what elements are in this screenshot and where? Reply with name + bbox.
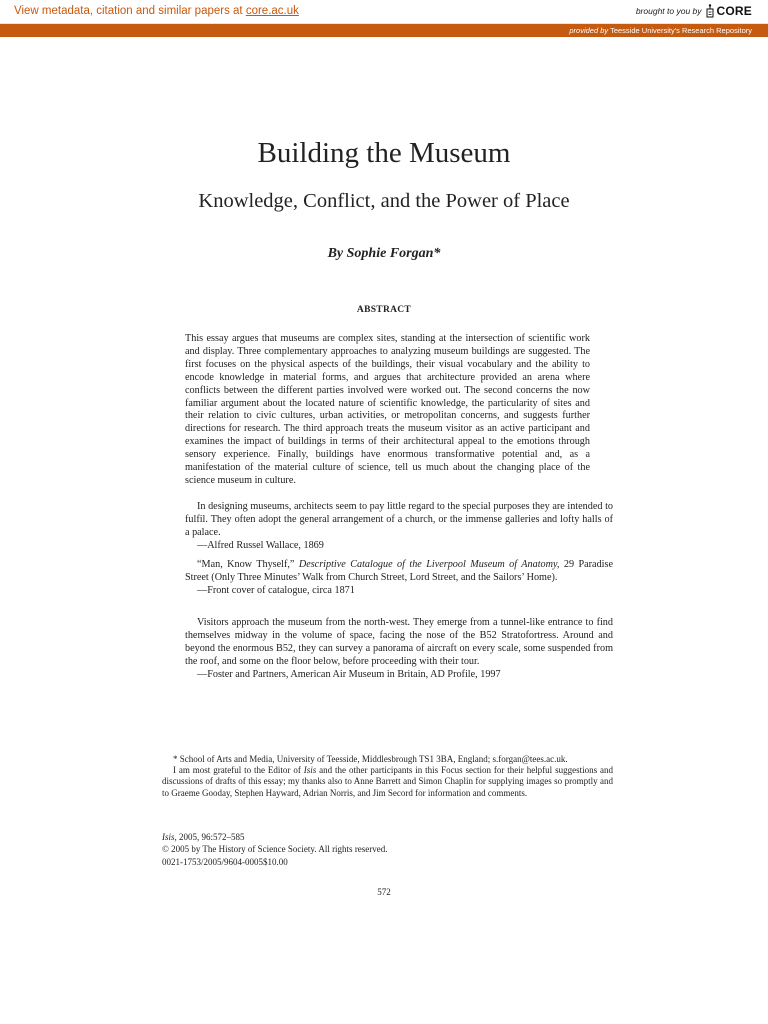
journal-volume: , 2005, 96:572–585 <box>174 832 245 842</box>
provider-name: Teesside University's Research Repository <box>608 26 752 35</box>
ack-start: I am most grateful to the Editor of <box>173 765 304 776</box>
epigraph-attribution: —Alfred Russel Wallace, 1869 <box>197 539 324 551</box>
abstract-text: This essay argues that museums are complex sites, standing at the intersection of scientific work and display. Three complementary approaches to analyzing museum buildings are suggested. The first focuses on the physical aspects of the buildings, their visual vocabulary and the ability to encode knowledge in material forms, and argues that architecture provided an arena where conflicts between the different parties involved were worked out. The second concerns the now familiar argument about the located nature of scientific knowledge, the particularity of sites and their relation to civic cultures, urban activities, or metropolitan concerns, and suggests further directions for research. The third approach treats the museum visitor as an active participant and examines the impact of buildings in terms of their architectural appeal to the emotions through sensory experience. Finally, buildings have enormous transformative potential and, as a manifestation of the material culture of science, tell us much about the changing place of the science museum in culture. <box>185 333 590 486</box>
core-logo: CORE <box>716 4 752 18</box>
epigraph-quote: Visitors approach the museum from the north-west. They emerge from a tunnel-like entrance to find themselves midway in the volume of space, facing the nose of the B52 Stratofortress. Around and beyond the enormous B52, they can survey a panorama of aircraft on every scale, some suspended from the roof, and some on the floor below, before proceeding with their tour. <box>185 617 613 667</box>
epigraph-quote-start: “Man, Know Thyself,” <box>197 559 299 570</box>
journal-copyright: © 2005 by The History of Science Society. All rights reserved. <box>162 844 388 855</box>
journal-info <box>162 831 613 868</box>
epigraph-quote: In designing museums, architects seem to pay little regard to the special purposes they are intended to fulfil. They often adopt the general arrangement of a church, or the immense galleries and lofty halls of a palace. <box>185 501 613 538</box>
paper-subtitle: Knowledge, Conflict, and the Power of Place <box>198 190 570 212</box>
ack-end: and the other participants in this Focus section for their helpful suggestions and discussions of drafts of this essay; my thanks also to Anne Barrett and Simon Chaplin for supplying images so promptly and to Graeme Gooday, Stephen Hayward, Adrian Norris, and Jim Secord for information and comments. <box>162 765 613 798</box>
core-header <box>0 0 768 24</box>
epigraph-quote-end: 29 Paradise Street (Only Three Minutes’ Walk from Church Street, Lord Street, and the Sailors’ Home). <box>185 559 613 583</box>
footnote-acknowledgements <box>162 765 613 799</box>
abstract-heading: ABSTRACT <box>356 305 412 315</box>
core-brought-to-you[interactable] <box>636 4 752 18</box>
epigraph-attribution: —Front cover of catalogue, circa 1871 <box>197 584 355 596</box>
journal-citation <box>162 831 613 843</box>
epigraph-catalogue <box>185 559 613 598</box>
core-metadata-link[interactable] <box>14 5 299 17</box>
core-provider-bar <box>0 24 768 37</box>
footnotes <box>162 754 613 799</box>
core-link-domain: core.ac.uk <box>245 5 299 17</box>
journal-name: Isis <box>162 832 175 842</box>
core-link-prefix: View metadata, citation and similar papers at <box>14 5 246 17</box>
epigraph-quote <box>185 559 613 585</box>
provided-by-label: provided by <box>569 26 609 35</box>
provider-info[interactable] <box>569 26 752 35</box>
ack-journal: Isis <box>303 765 317 776</box>
epigraph-wallace <box>185 501 613 553</box>
epigraph-attribution: —Foster and Partners, American Air Museum in Britain, AD Profile, 1997 <box>197 668 501 680</box>
epigraph-quote-title: Descriptive Catalogue of the Liverpool Museum of Anatomy, <box>298 559 560 570</box>
epigraph-foster <box>185 617 613 682</box>
core-logo-icon <box>705 4 715 18</box>
brought-to-you-label: brought to you by <box>635 6 702 16</box>
paper-title: Building the Museum <box>257 137 511 169</box>
paper-author: By Sophie Forgan* <box>327 246 441 261</box>
journal-issn: 0021-1753/2005/9604-0005$10.00 <box>162 856 288 867</box>
footnote-affiliation: * School of Arts and Media, University of Teesside, Middlesbrough TS1 3BA, England; s.forgan@tees.ac.uk. <box>173 754 568 764</box>
page-number: 572 <box>377 887 391 897</box>
